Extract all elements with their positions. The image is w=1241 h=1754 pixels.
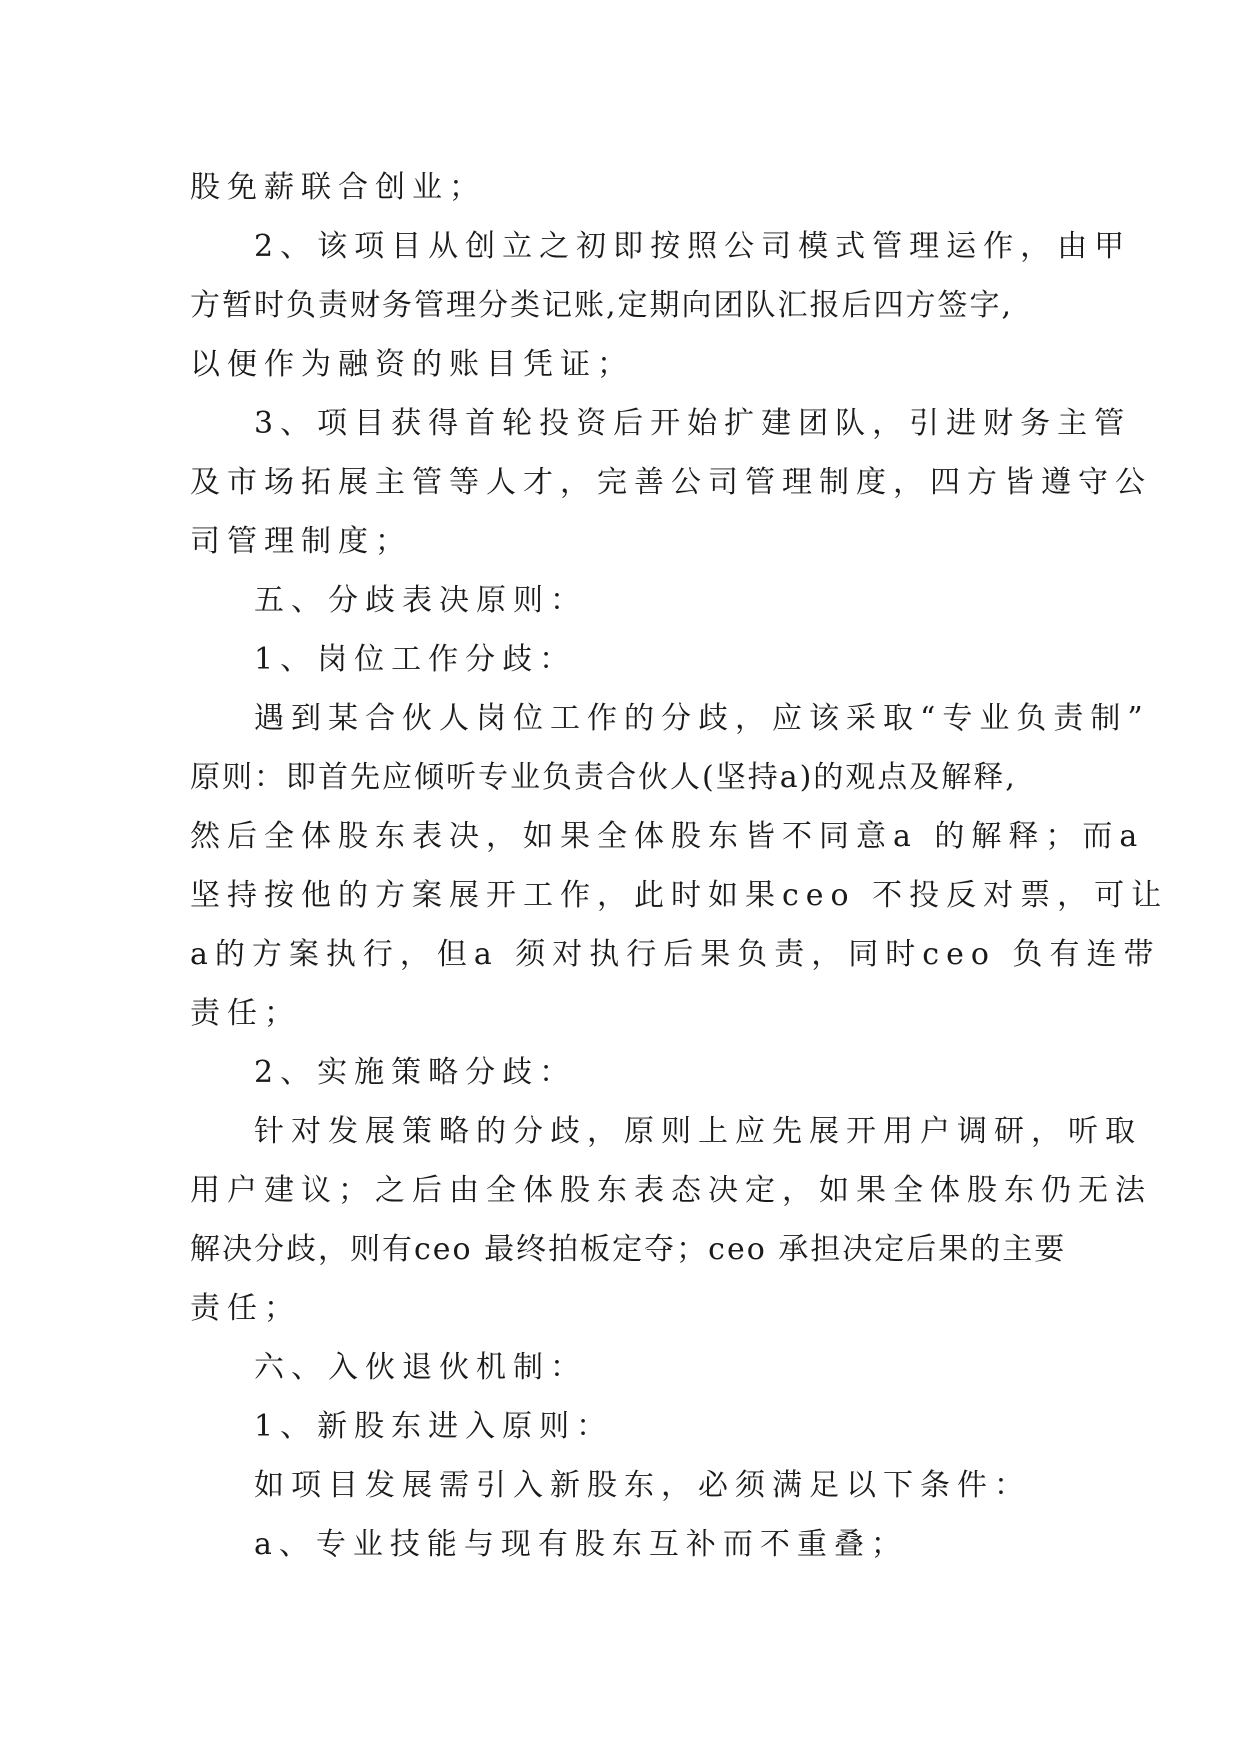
text-line: 解决分歧，则有ceo 最终拍板定夺；ceo 承担决定后果的主要 [190, 1232, 1067, 1267]
text-line: a的方案执行，但a 须对执行后果负责，同时ceo 负有连带 [190, 937, 1161, 972]
text-line: 责任； [190, 1291, 301, 1326]
text-line: 针对发展策略的分歧，原则上应先展开用户调研，听取 [254, 1114, 1142, 1149]
text-line: 股免薪联合创业； [190, 170, 486, 205]
text-line: 3、项目获得首轮投资后开始扩建团队，引进财务主管 [254, 406, 1132, 441]
subsection-heading: 1、岗位工作分歧： [254, 642, 577, 677]
text-line: 2、该项目从创立之初即按照公司模式管理运作，由甲 [254, 229, 1132, 264]
text-line: 及市场拓展主管等人才，完善公司管理制度，四方皆遵守公 [190, 465, 1152, 500]
text-line: 遇到某合伙人岗位工作的分歧，应该采取“专业负责制” [254, 701, 1150, 736]
text-line: 以便作为融资的账目凭证； [190, 347, 634, 382]
text-line: 用户建议；之后由全体股东表态决定，如果全体股东仍无法 [190, 1173, 1152, 1208]
text-line: 司管理制度； [190, 524, 412, 559]
text-line: a、专业技能与现有股东互补而不重叠； [254, 1527, 908, 1562]
text-line: 然后全体股东表决，如果全体股东皆不同意a 的解释；而a [190, 819, 1145, 854]
subsection-heading: 1、新股东进入原则： [254, 1409, 614, 1444]
section-heading: 六、入伙退伙机制： [254, 1350, 587, 1385]
text-line: 坚持按他的方案展开工作，此时如果ceo 不投反对票，可让 [190, 878, 1169, 913]
section-heading: 五、分歧表决原则： [254, 583, 587, 618]
subsection-heading: 2、实施策略分歧： [254, 1055, 577, 1090]
text-line: 方暂时负责财务管理分类记账,定期向团队汇报后四方签字, [190, 288, 1014, 323]
document-body [190, 158, 1169, 1574]
text-line: 原则：即首先应倾听专业负责合伙人(坚持a)的观点及解释, [190, 760, 1017, 795]
text-line: 如项目发展需引入新股东，必须满足以下条件： [254, 1468, 1031, 1503]
text-line: 责任； [190, 996, 301, 1031]
